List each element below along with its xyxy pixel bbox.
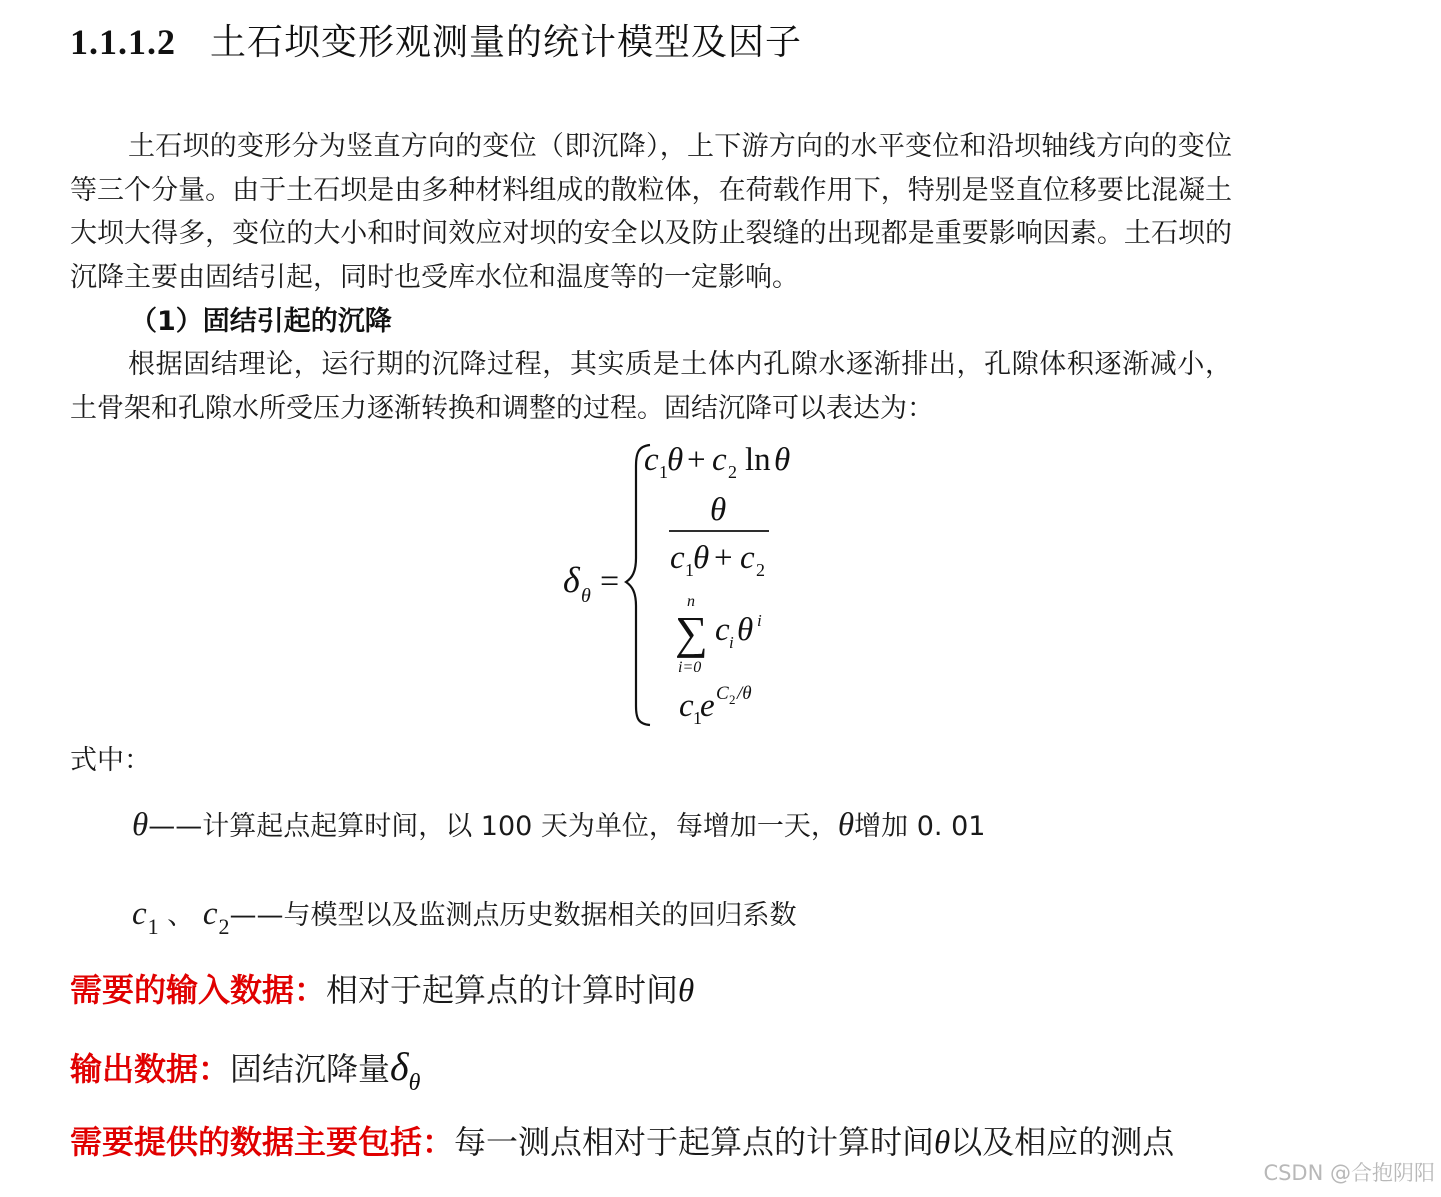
theta-increment-text: 增加 0. 01 <box>854 811 986 842</box>
c2-symbol: c <box>202 896 218 932</box>
svg-text:+: + <box>714 540 733 576</box>
svg-text:c: c <box>679 688 694 724</box>
svg-text:2: 2 <box>729 692 736 707</box>
paragraph-consolidation-theory: 根据固结理论，运行期的沉降过程，其实质是土体内孔隙水逐渐排出，孔隙体积逐渐减小，土骨架和孔隙水所受压力逐渐转换和调整的过程。固结沉降可以表达为： <box>70 349 1232 424</box>
svg-text:θ: θ <box>774 442 791 478</box>
svg-text:∑: ∑ <box>675 607 708 658</box>
provided-theta-symbol: θ <box>934 1125 951 1161</box>
formula-brace <box>626 445 650 725</box>
output-data-label: 输出数据： <box>70 1050 231 1088</box>
svg-text:ln: ln <box>745 442 771 478</box>
definition-coefficients <box>132 893 797 939</box>
subheading-consolidation: （1）固结引起的沉降 <box>130 306 392 337</box>
provided-data-line <box>70 1117 1174 1163</box>
svg-text:1: 1 <box>685 560 694 580</box>
svg-text:+: + <box>687 442 706 478</box>
coefficient-definition-text: ——与模型以及监测点历史数据相关的回归系数 <box>229 900 797 931</box>
section-number: 1.1.1.2 <box>70 22 176 62</box>
c1-symbol: c <box>132 896 147 932</box>
formula-delta: δ <box>563 560 580 600</box>
svg-text:1: 1 <box>693 708 702 728</box>
svg-text:θ: θ <box>693 540 710 576</box>
svg-text:θ: θ <box>737 612 754 648</box>
formula-delta-sub: θ <box>581 585 591 607</box>
svg-text:n: n <box>687 593 695 610</box>
svg-text:1: 1 <box>659 462 668 482</box>
theta-symbol-inline: θ <box>837 807 855 843</box>
section-heading <box>70 14 802 65</box>
svg-text:C: C <box>716 683 729 704</box>
where-label: 式中： <box>70 745 151 776</box>
svg-text:c: c <box>740 540 755 576</box>
csdn-watermark: CSDN @合抱阴阳 <box>1263 1161 1435 1185</box>
definition-theta <box>132 804 985 844</box>
coefficient-separator: 、 <box>158 900 195 931</box>
input-theta-symbol: θ <box>678 973 695 1009</box>
svg-text:c: c <box>712 442 727 478</box>
input-data-value: 相对于起算点的计算时间 <box>326 971 679 1009</box>
section-title: 土石坝变形观测量的统计模型及因子 <box>210 22 803 63</box>
svg-text:c: c <box>644 442 659 478</box>
svg-text:2: 2 <box>756 560 765 580</box>
output-delta-symbol: δ <box>390 1044 409 1089</box>
formula-case-3 <box>675 593 762 676</box>
svg-text:c: c <box>715 612 730 648</box>
c2-subscript: 2 <box>218 914 230 939</box>
svg-text:i: i <box>729 633 734 652</box>
provided-data-value-tail: 以及相应的测点 <box>950 1123 1175 1161</box>
svg-text:θ: θ <box>667 442 684 478</box>
svg-text:θ: θ <box>710 492 727 528</box>
output-data-line <box>70 1043 421 1096</box>
formula-case-4 <box>679 683 752 728</box>
provided-data-value: 每一测点相对于起算点的计算时间 <box>454 1123 935 1161</box>
svg-text:i=0: i=0 <box>678 659 702 676</box>
paragraph-deformation-intro: 土石坝的变形分为竖直方向的变位（即沉降），上下游方向的水平变位和沿坝轴线方向的变位等三个分量。由于土石坝是由多种材料组成的散粒体，在荷载作用下，特别是竖直位移要比混凝土大坝大得多，变位的大小和时间效应对坝的安全以及防止裂缝的出现都是重要影响因素。土石坝的沉降主要由固结引起，同时也受库水位和温度等的一定影响。 <box>70 131 1232 293</box>
input-data-line <box>70 965 694 1011</box>
output-delta-subscript: θ <box>408 1070 421 1096</box>
svg-text:/θ: /θ <box>737 683 752 704</box>
provided-data-label: 需要提供的数据主要包括： <box>70 1123 455 1161</box>
svg-text:c: c <box>670 540 685 576</box>
svg-text:e: e <box>700 688 715 724</box>
svg-text:2: 2 <box>728 462 737 482</box>
svg-text:i: i <box>757 611 762 630</box>
c1-subscript: 1 <box>147 914 159 939</box>
output-data-value: 固结沉降量 <box>230 1050 391 1088</box>
formula-equals: = <box>600 563 620 600</box>
input-data-label: 需要的输入数据： <box>70 971 327 1009</box>
theta-definition-text: ——计算起点起算时间，以 100 天为单位，每增加一天， <box>148 811 838 842</box>
formula-case-2 <box>669 492 769 580</box>
theta-symbol: θ <box>132 807 149 843</box>
formula-case-1 <box>644 442 790 482</box>
